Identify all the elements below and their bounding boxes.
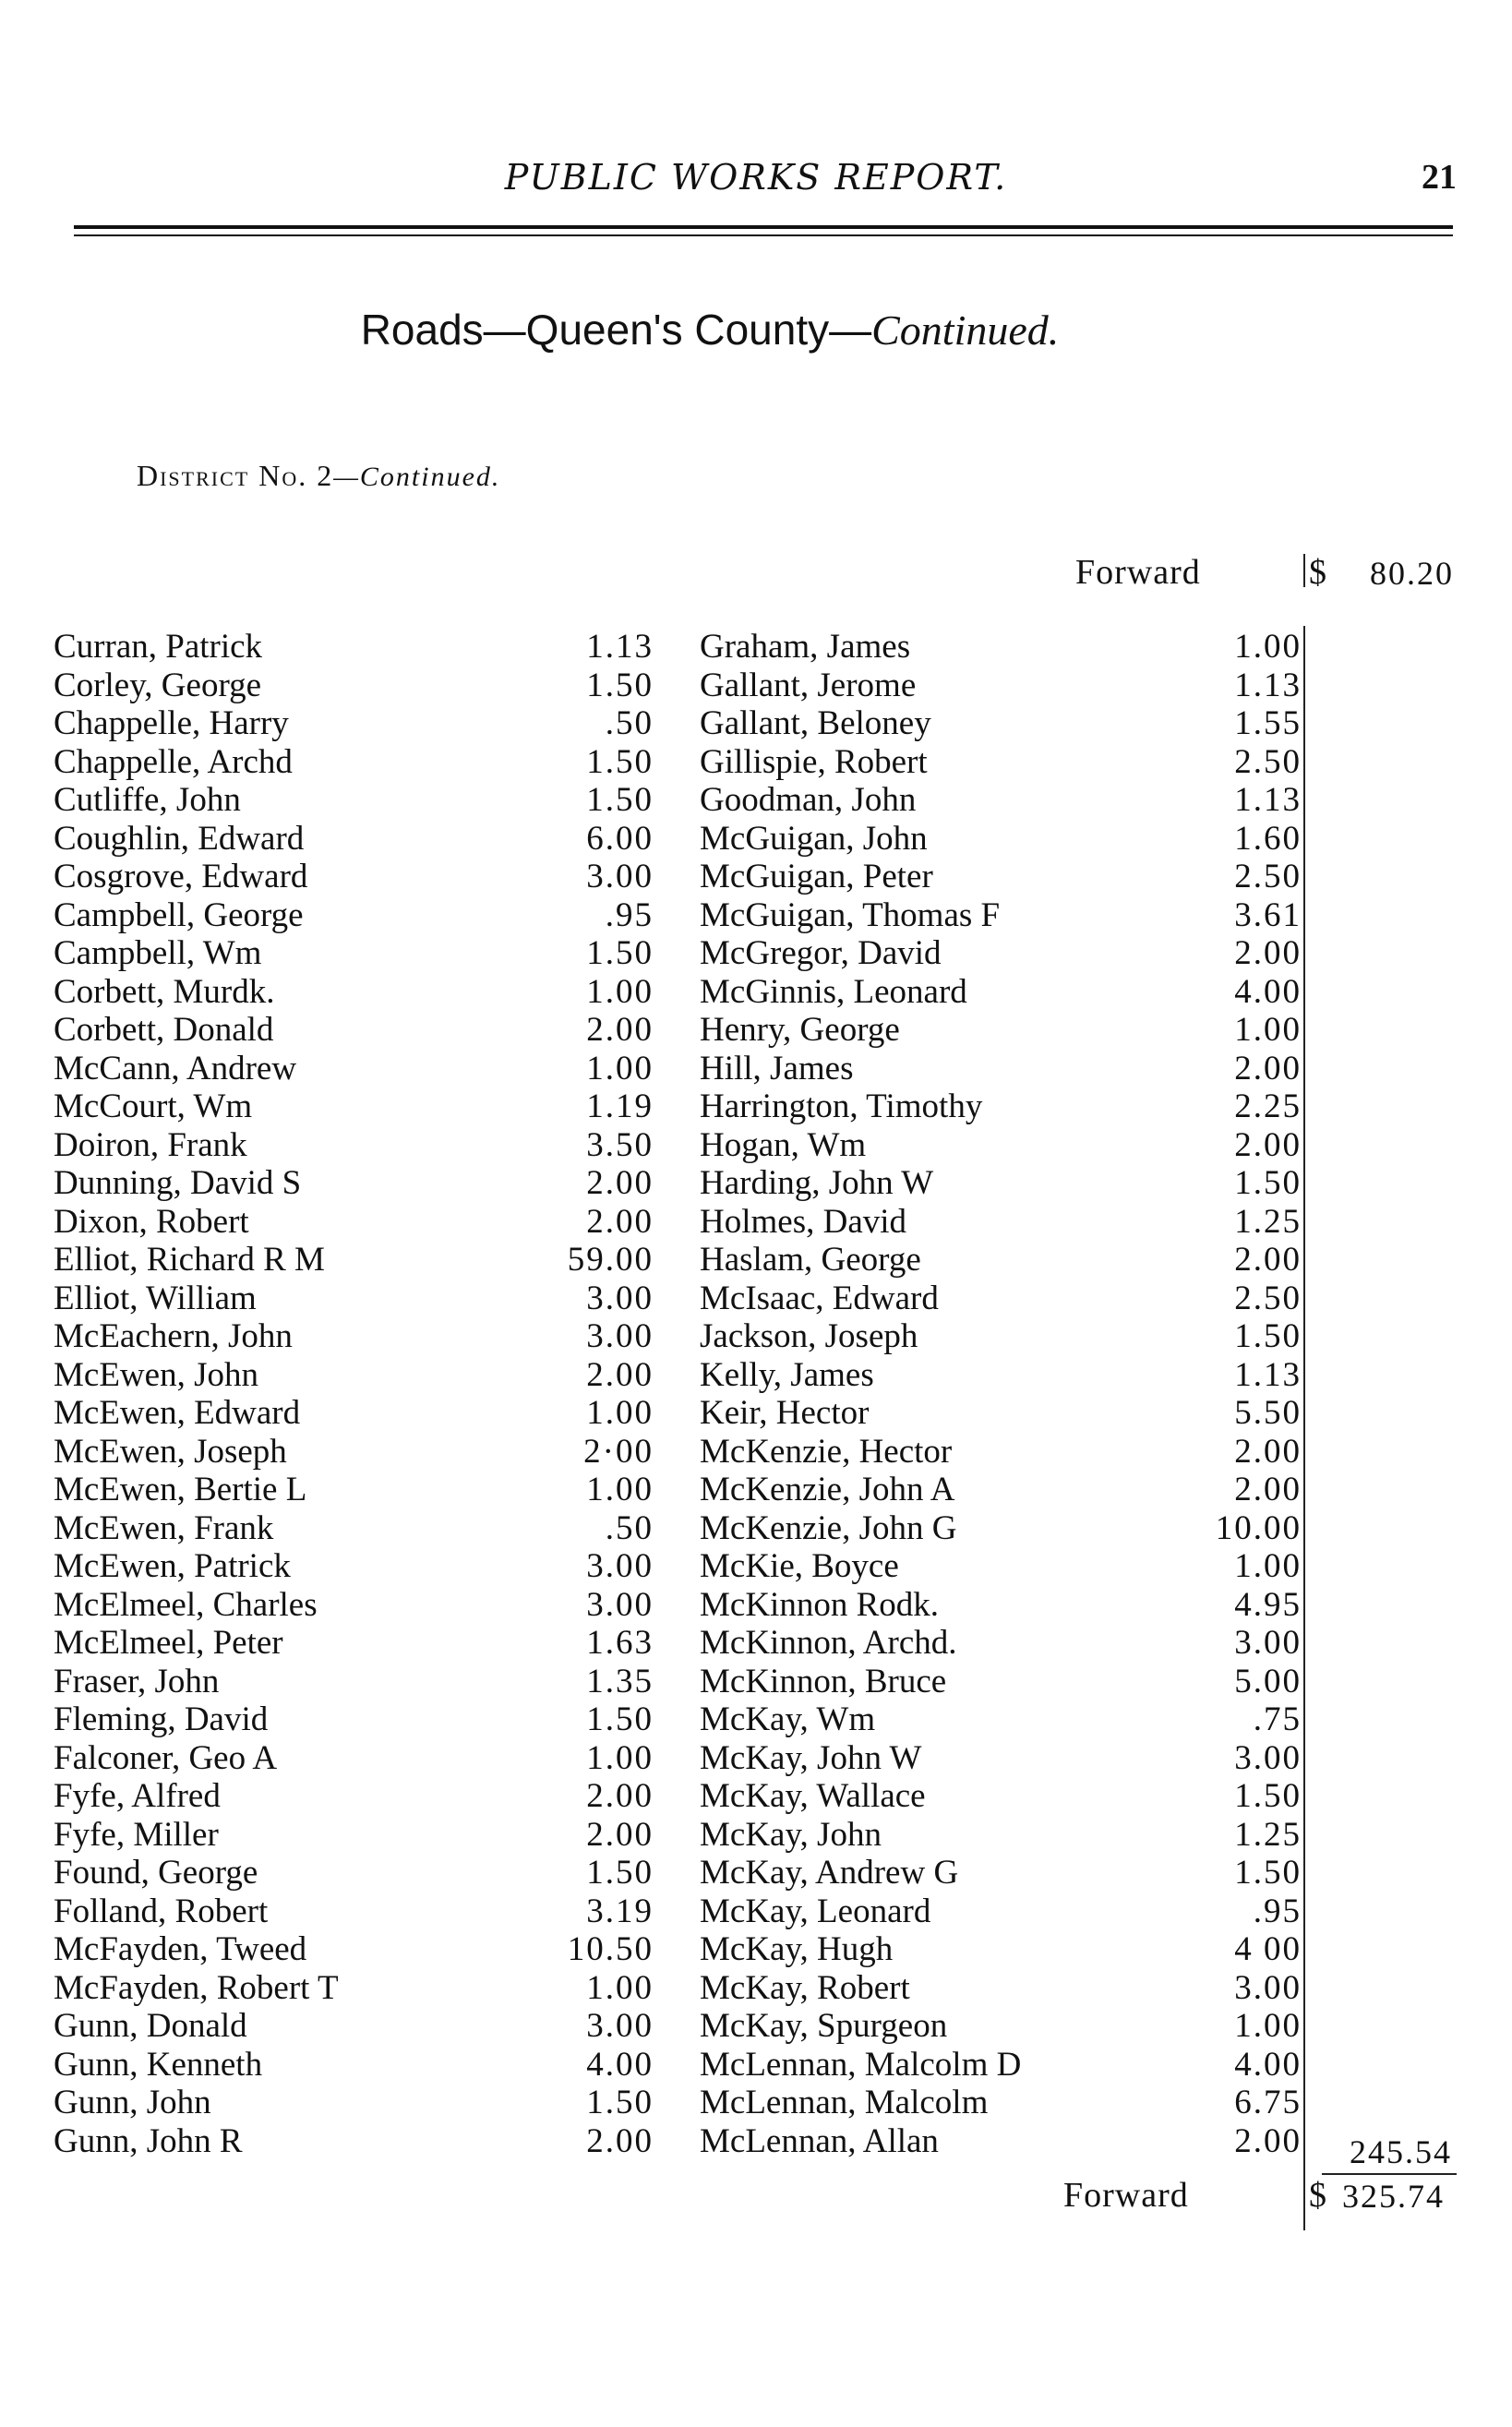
right-entry-amount: 3.00: [1234, 1968, 1302, 2007]
left-entry-amount: 1.00: [586, 1049, 654, 1087]
right-entry-name: Gillispie, Robert: [700, 742, 928, 781]
right-entry-amount: 4.95: [1234, 1585, 1302, 1624]
district-label: District No.: [137, 459, 308, 492]
left-entry-row: [54, 2046, 654, 2085]
left-entry-amount: 3.00: [586, 1317, 654, 1355]
left-entry-row: [54, 896, 654, 935]
left-entry-name: McFayden, Tweed: [54, 1930, 307, 1968]
right-entry-row: [700, 1471, 1302, 1509]
left-entry-row: [54, 820, 654, 859]
right-entry-name: McLennan, Malcolm D: [700, 2045, 1022, 2084]
right-entry-amount: .95: [1253, 1892, 1302, 1930]
right-entry-name: McKay, John: [700, 1815, 882, 1854]
right-entry-amount: 5.00: [1234, 1662, 1302, 1700]
right-entry-amount: 1.25: [1234, 1202, 1302, 1241]
left-entry-row: [54, 934, 654, 973]
right-entry-name: McKay, Wallace: [700, 1777, 926, 1815]
left-entry-row: [54, 1164, 654, 1203]
right-entry-amount: 10.00: [1215, 1508, 1302, 1547]
left-entry-amount: 1.35: [586, 1662, 654, 1700]
left-entry-amount: 1.50: [586, 781, 654, 819]
left-entry-row: [54, 973, 654, 1012]
right-entry-name: McKenzie, John G: [700, 1508, 957, 1547]
right-entry-row: [700, 743, 1302, 782]
forward-bottom-amount: 325.74: [1342, 2178, 1445, 2215]
left-entry-name: Folland, Robert: [54, 1892, 269, 1930]
right-entry-row: [700, 1777, 1302, 1816]
left-entry-amount: 2·00: [583, 1432, 654, 1471]
right-entry-name: Keir, Hector: [700, 1394, 870, 1432]
right-entry-name: Harding, John W: [700, 1164, 934, 1202]
right-entry-amount: 3.00: [1234, 1624, 1302, 1662]
right-entry-row: [700, 1624, 1302, 1663]
left-entry-amount: 2.00: [586, 1355, 654, 1394]
left-entry-name: McEwen, John: [54, 1355, 258, 1394]
left-entry-amount: 2.00: [586, 1164, 654, 1202]
left-entry-name: McCourt, Wm: [54, 1087, 253, 1125]
right-entry-amount: 1.00: [1234, 1547, 1302, 1585]
left-entry-row: [54, 1969, 654, 2008]
left-entry-name: Fraser, John: [54, 1662, 220, 1700]
left-entry-name: McFayden, Robert T: [54, 1968, 339, 2007]
right-entry-amount: 1.50: [1234, 1164, 1302, 1202]
right-entry-amount: 1.60: [1234, 819, 1302, 858]
right-entry-row: [700, 1509, 1302, 1548]
left-entry-amount: 3.00: [586, 1547, 654, 1585]
left-entry-name: Corley, George: [54, 666, 262, 704]
right-entry-row: [700, 1969, 1302, 2008]
left-entry-row: [54, 743, 654, 782]
right-entry-amount: .75: [1253, 1700, 1302, 1738]
right-entry-amount: 1.50: [1234, 1317, 1302, 1355]
left-entry-name: Elliot, William: [54, 1279, 257, 1317]
left-entry-row: [54, 628, 654, 667]
right-entry-name: McKenzie, John A: [700, 1471, 955, 1508]
right-entry-row: [700, 1087, 1302, 1126]
left-entry-name: Falconer, Geo A: [54, 1738, 278, 1777]
left-entry-name: McEwen, Bertie L: [54, 1471, 307, 1508]
left-entry-name: Fyfe, Miller: [54, 1815, 219, 1854]
left-entry-row: [54, 1280, 654, 1318]
left-entry-amount: 1.00: [586, 1471, 654, 1508]
right-entry-row: [700, 628, 1302, 667]
right-entry-name: Goodman, John: [700, 781, 917, 819]
left-entry-name: McEwen, Edward: [54, 1394, 301, 1432]
left-entry-name: Cosgrove, Edward: [54, 858, 308, 895]
right-entry-row: [700, 1317, 1302, 1356]
right-entry-name: McLennan, Allan: [700, 2121, 939, 2160]
right-entry-name: Jackson, Joseph: [700, 1317, 918, 1355]
left-entry-amount: 1.13: [586, 628, 654, 666]
right-entry-row: [700, 896, 1302, 935]
left-entry-name: McEwen, Frank: [54, 1508, 274, 1547]
right-entry-name: Holmes, David: [700, 1202, 907, 1241]
left-entry-name: Dixon, Robert: [54, 1202, 249, 1241]
left-entry-row: [54, 1317, 654, 1356]
right-entry-name: McKay, Wm: [700, 1700, 876, 1738]
right-entry-name: McKay, Hugh: [700, 1930, 894, 1968]
left-entry-amount: 3.00: [586, 858, 654, 895]
right-entry-row: [700, 1280, 1302, 1318]
left-entry-amount: 3.00: [586, 2007, 654, 2045]
right-entry-row: [700, 1164, 1302, 1203]
left-entry-name: McElmeel, Charles: [54, 1585, 318, 1624]
right-entry-name: McKinnon, Archd.: [700, 1624, 957, 1662]
district-heading: [137, 459, 500, 493]
running-head: PUBLIC WORKS REPORT.: [504, 157, 1008, 198]
left-entry-row: [54, 1203, 654, 1242]
forward-top-currency: $: [1309, 553, 1326, 592]
left-entry-row: [54, 1087, 654, 1126]
right-entry-row: [700, 1241, 1302, 1280]
left-entry-amount: 2.00: [586, 1815, 654, 1854]
left-entry-name: Campbell, George: [54, 895, 304, 934]
left-entry-amount: 10.50: [567, 1930, 654, 1968]
left-entry-row: [54, 1586, 654, 1625]
left-entry-name: McElmeel, Peter: [54, 1624, 283, 1662]
left-entry-amount: 1.50: [586, 742, 654, 781]
right-entry-name: McIsaac, Edward: [700, 1279, 939, 1317]
left-entry-name: Gunn, John: [54, 2084, 211, 2121]
left-entry-amount: 1.50: [586, 934, 654, 972]
right-entry-amount: 1.55: [1234, 704, 1302, 742]
left-entry-row: [54, 1011, 654, 1050]
header-rule-thin: [74, 234, 1453, 236]
right-entry-row: [700, 781, 1302, 820]
right-entry-amount: 1.00: [1234, 628, 1302, 666]
left-entry-name: McEwen, Joseph: [54, 1432, 287, 1471]
right-entry-name: McGinnis, Leonard: [700, 972, 967, 1011]
right-entry-name: McKenzie, Hector: [700, 1432, 953, 1471]
left-entry-row: [54, 1547, 654, 1586]
left-entry-name: Fleming, David: [54, 1700, 269, 1738]
right-entry-name: McKay, Andrew G: [700, 1854, 959, 1892]
left-entry-row: [54, 1509, 654, 1548]
right-entry-row: [700, 1816, 1302, 1855]
right-entry-amount: 2.00: [1234, 934, 1302, 972]
right-entry-amount: 2.00: [1234, 1125, 1302, 1164]
right-entry-name: McKay, Spurgeon: [700, 2007, 948, 2045]
right-entry-row: [700, 1892, 1302, 1931]
right-entry-name: Hill, James: [700, 1049, 854, 1087]
left-entry-row: [54, 1777, 654, 1816]
right-entry-amount: 2.00: [1234, 2121, 1302, 2160]
right-entry-row: [700, 2007, 1302, 2046]
total-column-rule-bottom: [1303, 2171, 1305, 2230]
right-entry-amount: 1.50: [1234, 1777, 1302, 1815]
left-entry-row: [54, 781, 654, 820]
forward-bottom-label: Forward: [1063, 2176, 1189, 2215]
page-number: 21: [1422, 158, 1457, 197]
right-entry-row: [700, 1547, 1302, 1586]
left-entry-row: [54, 1663, 654, 1701]
right-entry-name: McKie, Boyce: [700, 1547, 899, 1585]
right-entry-name: Gallant, Beloney: [700, 704, 931, 742]
right-entry-amount: 2.00: [1234, 1432, 1302, 1471]
subtotal-rule: [1322, 2173, 1457, 2175]
left-entry-row: [54, 1816, 654, 1855]
left-entry-row: [54, 1739, 654, 1778]
right-entry-name: Harrington, Timothy: [700, 1087, 983, 1125]
left-entry-amount: 2.00: [586, 1202, 654, 1241]
district-number: 2: [317, 459, 334, 492]
right-entry-amount: 1.25: [1234, 1815, 1302, 1854]
left-entry-name: Curran, Patrick: [54, 628, 263, 666]
district-continued: —Continued.: [333, 462, 501, 492]
right-entry-amount: 4 00: [1234, 1930, 1302, 1968]
left-entry-row: [54, 704, 654, 743]
right-entry-row: [700, 1586, 1302, 1625]
right-entry-name: Kelly, James: [700, 1355, 874, 1394]
right-entry-name: McGregor, David: [700, 934, 942, 972]
left-entry-row: [54, 1624, 654, 1663]
right-entry-amount: 3.61: [1234, 895, 1302, 934]
right-entry-name: Gallant, Jerome: [700, 666, 917, 704]
right-entry-row: [700, 2046, 1302, 2085]
left-entry-row: [54, 2084, 654, 2122]
right-entry-amount: 1.00: [1234, 2007, 1302, 2045]
left-entry-amount: 59.00: [567, 1241, 654, 1279]
right-entry-name: Henry, George: [700, 1011, 900, 1049]
right-entry-name: McKinnon, Bruce: [700, 1662, 947, 1700]
left-entry-amount: 3.50: [586, 1125, 654, 1164]
right-entry-amount: 5.50: [1234, 1394, 1302, 1432]
right-entry-amount: 4.00: [1234, 972, 1302, 1011]
left-entry-amount: 2.00: [586, 1777, 654, 1815]
right-entry-name: McKinnon Rodk.: [700, 1585, 939, 1624]
total-column-rule-top: [1303, 554, 1305, 587]
left-entry-amount: 6.00: [586, 819, 654, 858]
left-entry-amount: .95: [605, 895, 654, 934]
right-entry-name: Graham, James: [700, 628, 911, 666]
right-entry-row: [700, 1050, 1302, 1088]
left-entry-name: Gunn, Donald: [54, 2007, 247, 2045]
left-entry-amount: 1.50: [586, 666, 654, 704]
left-entry-name: Cutliffe, John: [54, 781, 241, 819]
left-entry-amount: 3.19: [586, 1892, 654, 1930]
left-entry-row: [54, 1126, 654, 1165]
right-entry-amount: 4.00: [1234, 2045, 1302, 2084]
right-entry-name: McKay, Leonard: [700, 1892, 931, 1930]
right-entry-row: [700, 1739, 1302, 1778]
right-entry-row: [700, 2084, 1302, 2122]
forward-top-amount: 80.20: [1370, 555, 1454, 592]
left-entry-name: Campbell, Wm: [54, 934, 262, 972]
right-entry-row: [700, 1203, 1302, 1242]
left-entry-row: [54, 1471, 654, 1509]
left-entry-amount: 2.00: [586, 1011, 654, 1049]
right-entry-amount: 1.50: [1234, 1854, 1302, 1892]
left-entry-row: [54, 2122, 654, 2161]
subtotal-amount: 245.54: [1350, 2133, 1452, 2170]
right-entry-name: McKay, John W: [700, 1738, 922, 1777]
left-entry-name: McEachern, John: [54, 1317, 293, 1355]
right-entry-amount: 2.25: [1234, 1087, 1302, 1125]
right-entry-row: [700, 934, 1302, 973]
left-entry-name: Corbett, Murdk.: [54, 972, 275, 1011]
left-entry-amount: 1.50: [586, 2084, 654, 2121]
right-entry-amount: 2.00: [1234, 1049, 1302, 1087]
right-entry-amount: 6.75: [1234, 2084, 1302, 2121]
right-entry-name: Hogan, Wm: [700, 1125, 867, 1164]
right-entry-row: [700, 1930, 1302, 1969]
left-entry-name: Dunning, David S: [54, 1164, 302, 1202]
right-entry-row: [700, 1433, 1302, 1472]
left-entry-name: Gunn, John R: [54, 2121, 243, 2160]
left-entry-name: Doiron, Frank: [54, 1125, 247, 1164]
left-entry-name: Chappelle, Archd: [54, 742, 293, 781]
left-entry-amount: 1.50: [586, 1854, 654, 1892]
left-entry-amount: 2.00: [586, 2121, 654, 2160]
right-entry-row: [700, 1700, 1302, 1739]
amount-column-rule: [1303, 626, 1305, 2203]
right-entry-row: [700, 820, 1302, 859]
left-entry-row: [54, 1854, 654, 1892]
left-entry-name: Coughlin, Edward: [54, 819, 305, 858]
right-entry-row: [700, 1394, 1302, 1433]
right-entry-amount: 3.00: [1234, 1738, 1302, 1777]
right-entry-row: [700, 1126, 1302, 1165]
right-entry-amount: 1.13: [1234, 781, 1302, 819]
left-entry-row: [54, 1050, 654, 1088]
right-entry-row: [700, 2122, 1302, 2161]
right-entry-name: McGuigan, Thomas F: [700, 895, 1001, 934]
section-title-continued: Continued.: [871, 306, 1060, 354]
right-entry-row: [700, 1663, 1302, 1701]
forward-bottom-currency: $: [1309, 2176, 1326, 2215]
left-entry-row: [54, 1241, 654, 1280]
right-entry-row: [700, 858, 1302, 896]
left-entry-amount: 1.00: [586, 1968, 654, 2007]
right-entry-row: [700, 973, 1302, 1012]
left-entry-amount: 1.50: [586, 1700, 654, 1738]
left-entry-amount: 1.00: [586, 1394, 654, 1432]
header-rule-thick: [74, 225, 1453, 229]
forward-top-label: Forward: [1075, 553, 1201, 592]
right-entry-name: McGuigan, John: [700, 819, 928, 858]
right-entry-row: [700, 1011, 1302, 1050]
right-entry-name: Haslam, George: [700, 1241, 921, 1279]
left-entry-amount: 1.00: [586, 1738, 654, 1777]
left-entry-amount: .50: [605, 1508, 654, 1547]
left-entry-row: [54, 2007, 654, 2046]
right-entry-name: McLennan, Malcolm: [700, 2084, 989, 2121]
left-entry-row: [54, 858, 654, 896]
section-title: [0, 305, 1420, 354]
left-entry-row: [54, 1892, 654, 1931]
left-entry-name: Gunn, Kenneth: [54, 2045, 263, 2084]
left-entry-row: [54, 1394, 654, 1433]
right-entry-amount: 2.50: [1234, 742, 1302, 781]
left-entry-name: Fyfe, Alfred: [54, 1777, 221, 1815]
section-title-main: Roads—Queen's County—: [360, 306, 872, 354]
left-entry-row: [54, 1356, 654, 1395]
right-entry-amount: 1.13: [1234, 1355, 1302, 1394]
right-entry-amount: 2.00: [1234, 1241, 1302, 1279]
right-entry-amount: 1.13: [1234, 666, 1302, 704]
right-entry-name: McGuigan, Peter: [700, 858, 933, 895]
right-entry-amount: 2.50: [1234, 1279, 1302, 1317]
left-entry-name: McEwen, Patrick: [54, 1547, 291, 1585]
left-entry-row: [54, 1433, 654, 1472]
left-entry-name: Corbett, Donald: [54, 1011, 274, 1049]
left-entry-amount: 1.19: [586, 1087, 654, 1125]
left-entry-amount: 4.00: [586, 2045, 654, 2084]
left-entry-name: Elliot, Richard R M: [54, 1241, 325, 1279]
left-entry-name: Found, George: [54, 1854, 258, 1892]
left-entry-name: McCann, Andrew: [54, 1049, 297, 1087]
right-entry-amount: 2.00: [1234, 1471, 1302, 1508]
left-entry-amount: 1.63: [586, 1624, 654, 1662]
left-entry-row: [54, 1700, 654, 1739]
right-entry-name: McKay, Robert: [700, 1968, 910, 2007]
right-entry-amount: 2.50: [1234, 858, 1302, 895]
left-entry-row: [54, 1930, 654, 1969]
right-entry-row: [700, 1356, 1302, 1395]
left-entry-amount: 1.00: [586, 972, 654, 1011]
left-entry-amount: .50: [605, 704, 654, 742]
left-entry-row: [54, 667, 654, 705]
left-entry-amount: 3.00: [586, 1585, 654, 1624]
right-entry-row: [700, 1854, 1302, 1892]
right-entry-row: [700, 704, 1302, 743]
right-entry-amount: 1.00: [1234, 1011, 1302, 1049]
right-entry-row: [700, 667, 1302, 705]
left-entry-name: Chappelle, Harry: [54, 704, 289, 742]
left-entry-amount: 3.00: [586, 1279, 654, 1317]
